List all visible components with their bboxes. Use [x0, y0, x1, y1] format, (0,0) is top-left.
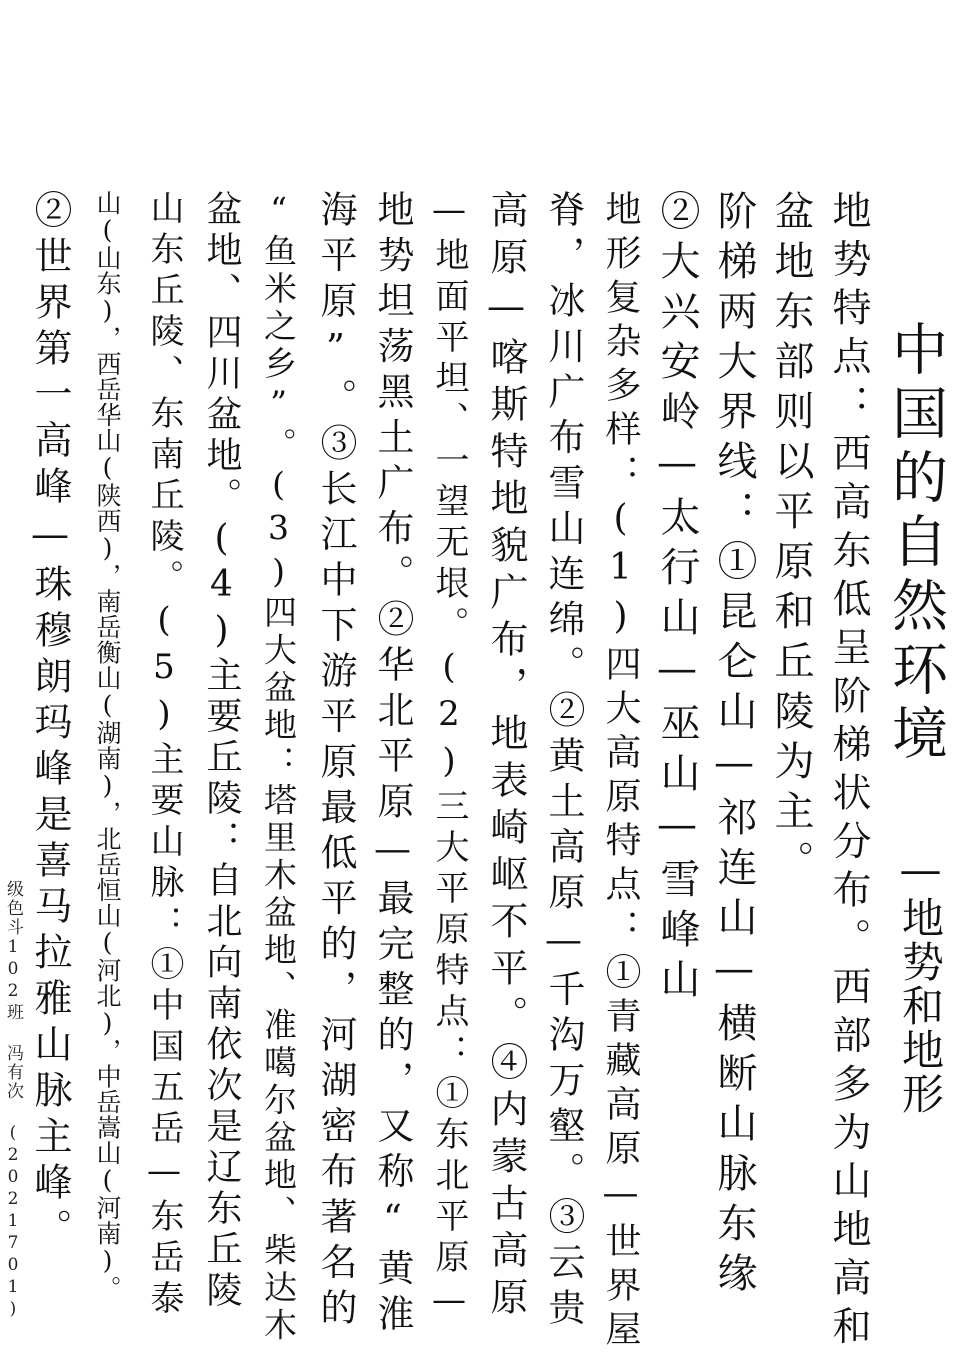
- text-column-14: 山(山东)，西岳华山(陕西)，南岳衡山(湖南)，北岳恒山(河北)，中岳嵩山(河南)。: [93, 190, 122, 1301]
- text-column-3: 阶梯两大界线：①昆仑山—祁连山—横断山脉东缘: [711, 190, 757, 1302]
- page-subtitle: —地势和地形: [896, 845, 945, 1116]
- text-column-15: ②世界第一高峰—珠穆朗玛峰是喜马拉雅山脉主峰。: [28, 190, 72, 1254]
- text-column-12: 盆地、四川盆地。(4)主要丘陵：自北向南依次是辽东丘陵: [201, 190, 242, 1312]
- text-column-7: 高原—喀斯特地貌广布，地表崎岖不平。④内蒙古高原: [484, 190, 528, 1324]
- text-column-10: 海平原”。③长江中下游平原最低平的，河湖密布著名的: [314, 190, 357, 1334]
- text-column-2: 盆地东部则以平原和丘陵为主。: [768, 190, 814, 890]
- text-column-5: 地形复杂多样：(1)四大高原特点：①青藏高原—世界屋: [600, 190, 641, 1354]
- author-signature: 级色斗102班 冯有次 (2021701): [3, 880, 23, 1321]
- text-column-13: 山东丘陵、东南丘陵。(5)主要山脉：①中国五岳—东岳泰: [144, 190, 184, 1321]
- text-column-9: 地势坦荡黑土广布。②华北平原—最完整的，又称“黄淮: [371, 190, 414, 1340]
- text-column-11: “鱼米之乡”。(3)四大盆地：塔里木盆地、准噶尔盆地、柴达木: [259, 190, 298, 1345]
- text-column-1: 地势特点：西高东低呈阶梯状分布。西部多为山地高和: [826, 190, 871, 1354]
- text-column-4: ②大兴安岭—太行山—巫山—雪峰山: [654, 190, 700, 1008]
- page-title: 中国的自然环境: [883, 320, 948, 768]
- text-column-8: —地面平坦、一望无垠。(2)三大平原特点：①东北平原—: [429, 190, 469, 1327]
- text-column-6: 脊，冰川广布雪山连绵。②黄土高原—千沟万壑。③云贵: [542, 190, 585, 1334]
